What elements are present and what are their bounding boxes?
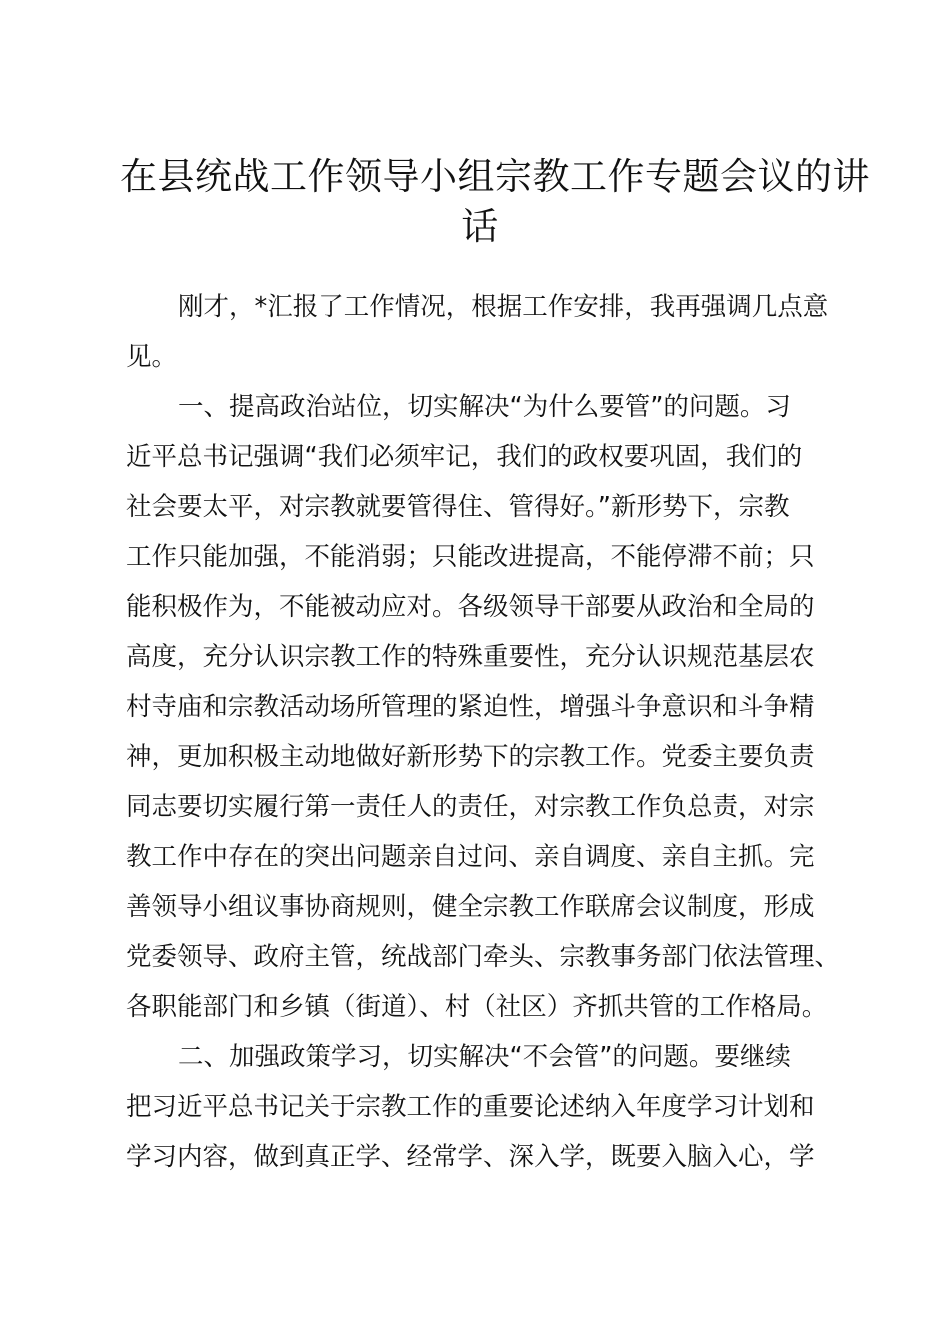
- paragraph-line: 把习近平总书记关于宗教工作的重要论述纳入年度学习计划和: [126, 1092, 815, 1122]
- paragraph-line: 学习内容，做到真正学、经常学、深入学，既要入脑入心，学: [126, 1142, 815, 1172]
- paragraph-line: 教工作中存在的突出问题亲自过问、亲自调度、亲自主抓。完: [126, 842, 815, 872]
- paragraph-line: 近平总书记强调“我们必须牢记，我们的政权要巩固，我们的: [126, 442, 803, 472]
- paragraph-line: 各职能部门和乡镇（街道）、村（社区）齐抓共管的工作格局。: [126, 992, 828, 1022]
- paragraph-line: 高度，充分认识宗教工作的特殊重要性，充分认识规范基层农: [126, 642, 815, 672]
- paragraph-line: 善领导小组议事协商规则，健全宗教工作联席会议制度，形成: [126, 892, 815, 922]
- paragraph-line: 社会要太平，对宗教就要管得住、管得好。”新形势下，宗教: [126, 492, 790, 522]
- paragraph-line: 神，更加积极主动地做好新形势下的宗教工作。党委主要负责: [126, 742, 815, 772]
- paragraph-line: 刚才，*汇报了工作情况，根据工作安排，我再强调几点意: [178, 292, 829, 322]
- paragraph-line: 二、加强政策学习，切实解决“不会管”的问题。要继续: [178, 1042, 791, 1072]
- document-title: [120, 152, 870, 252]
- paragraph-line: 一、提高政治站位，切实解决“为什么要管”的问题。习: [178, 392, 791, 422]
- paragraph-line: 见。: [126, 342, 178, 372]
- title-line: 话: [461, 205, 499, 248]
- paragraph-line: 同志要切实履行第一责任人的责任，对宗教工作负总责，对宗: [126, 792, 815, 822]
- title-line: 在县统战工作领导小组宗教工作专题会议的讲: [120, 155, 870, 198]
- paragraph-line: 党委领导、政府主管，统战部门牵头、宗教事务部门依法管理、: [126, 942, 841, 972]
- paragraph-line: 村寺庙和宗教活动场所管理的紧迫性，增强斗争意识和斗争精: [126, 692, 815, 722]
- document-body: [126, 282, 866, 1182]
- paragraph-line: 工作只能加强，不能消弱；只能改进提高，不能停滞不前；只: [126, 542, 815, 572]
- paragraph-line: 能积极作为，不能被动应对。各级领导干部要从政治和全局的: [126, 592, 815, 622]
